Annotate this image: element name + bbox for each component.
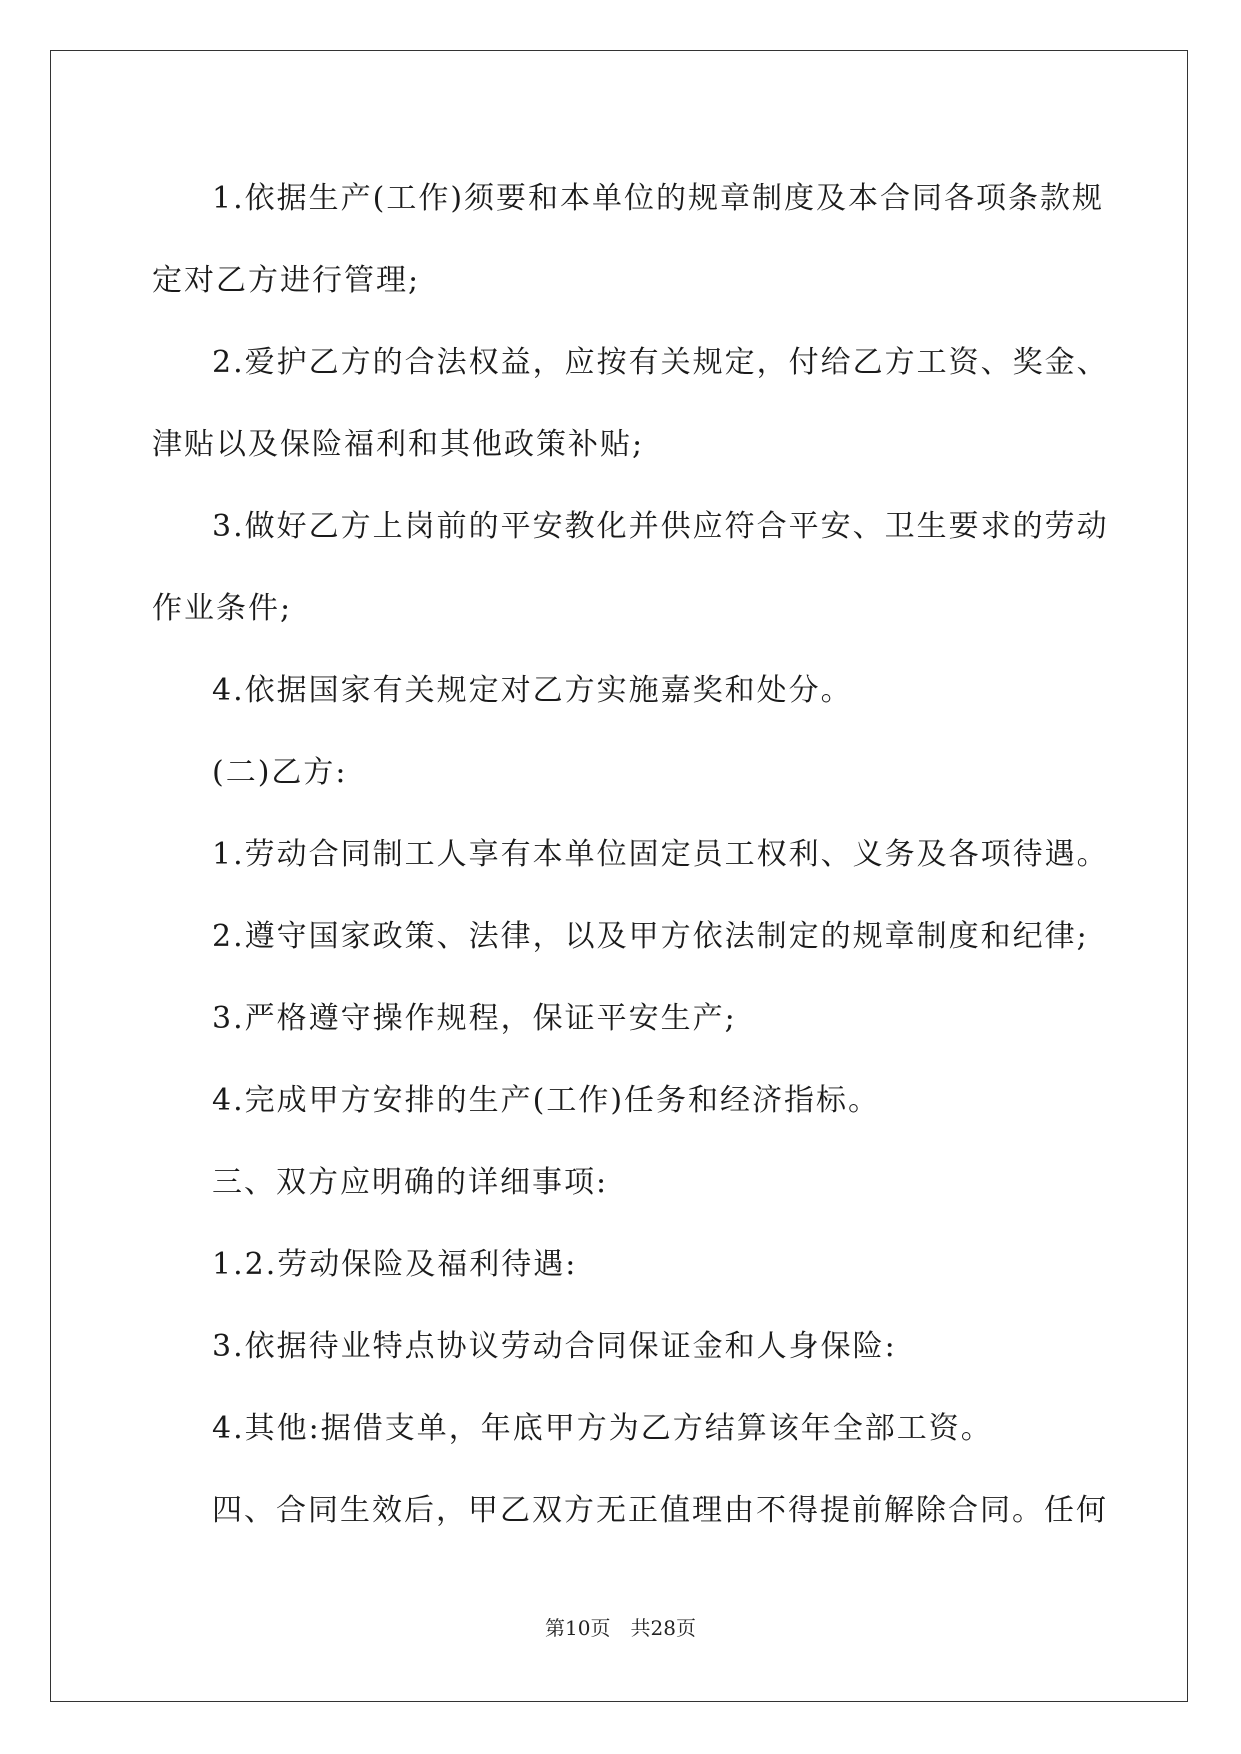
page-footer [0,1612,1241,1641]
paragraph-line: 4.其他:据借支单，年底甲方为乙方结算该年全部工资。 [212,1411,993,1446]
paragraph-line: 4.依据国家有关规定对乙方实施嘉奖和处分。 [212,673,853,708]
paragraph-line: 作业条件; [152,591,293,626]
paragraph-line: 1.劳动合同制工人享有本单位固定员工权利、义务及各项待遇。 [212,837,1109,872]
section-heading: (二)乙方: [212,755,348,790]
paragraph-line: 定对乙方进行管理; [152,263,421,298]
paragraph-line: 3.严格遵守操作规程，保证平安生产; [212,1001,737,1036]
paragraph-line: 津贴以及保险福利和其他政策补贴; [152,427,645,462]
paragraph-line: 2.遵守国家政策、法律，以及甲方依法制定的规章制度和纪律; [212,919,1089,954]
paragraph-line: 3.依据待业特点协议劳动合同保证金和人身保险: [212,1329,897,1364]
document-body [152,158,1109,1552]
paragraph-line: 4.完成甲方安排的生产(工作)任务和经济指标。 [212,1083,881,1118]
paragraph-line: 3.做好乙方上岗前的平安教化并供应符合平安、卫生要求的劳动 [212,509,1109,544]
paragraph-line: 1.2.劳动保险及福利待遇: [212,1247,578,1282]
paragraph-line: 2.爱护乙方的合法权益，应按有关规定，付给乙方工资、奖金、 [212,345,1109,380]
paragraph-line: 四、合同生效后，甲乙双方无正值理由不得提前解除合同。任何 [212,1493,1108,1528]
total-pages: 共28页 [630,1616,696,1640]
paragraph-line: 1.依据生产(工作)须要和本单位的规章制度及本合同各项条款规 [212,181,1105,216]
current-page-number: 第10页 [545,1616,611,1640]
section-heading: 三、双方应明确的详细事项: [212,1165,609,1200]
